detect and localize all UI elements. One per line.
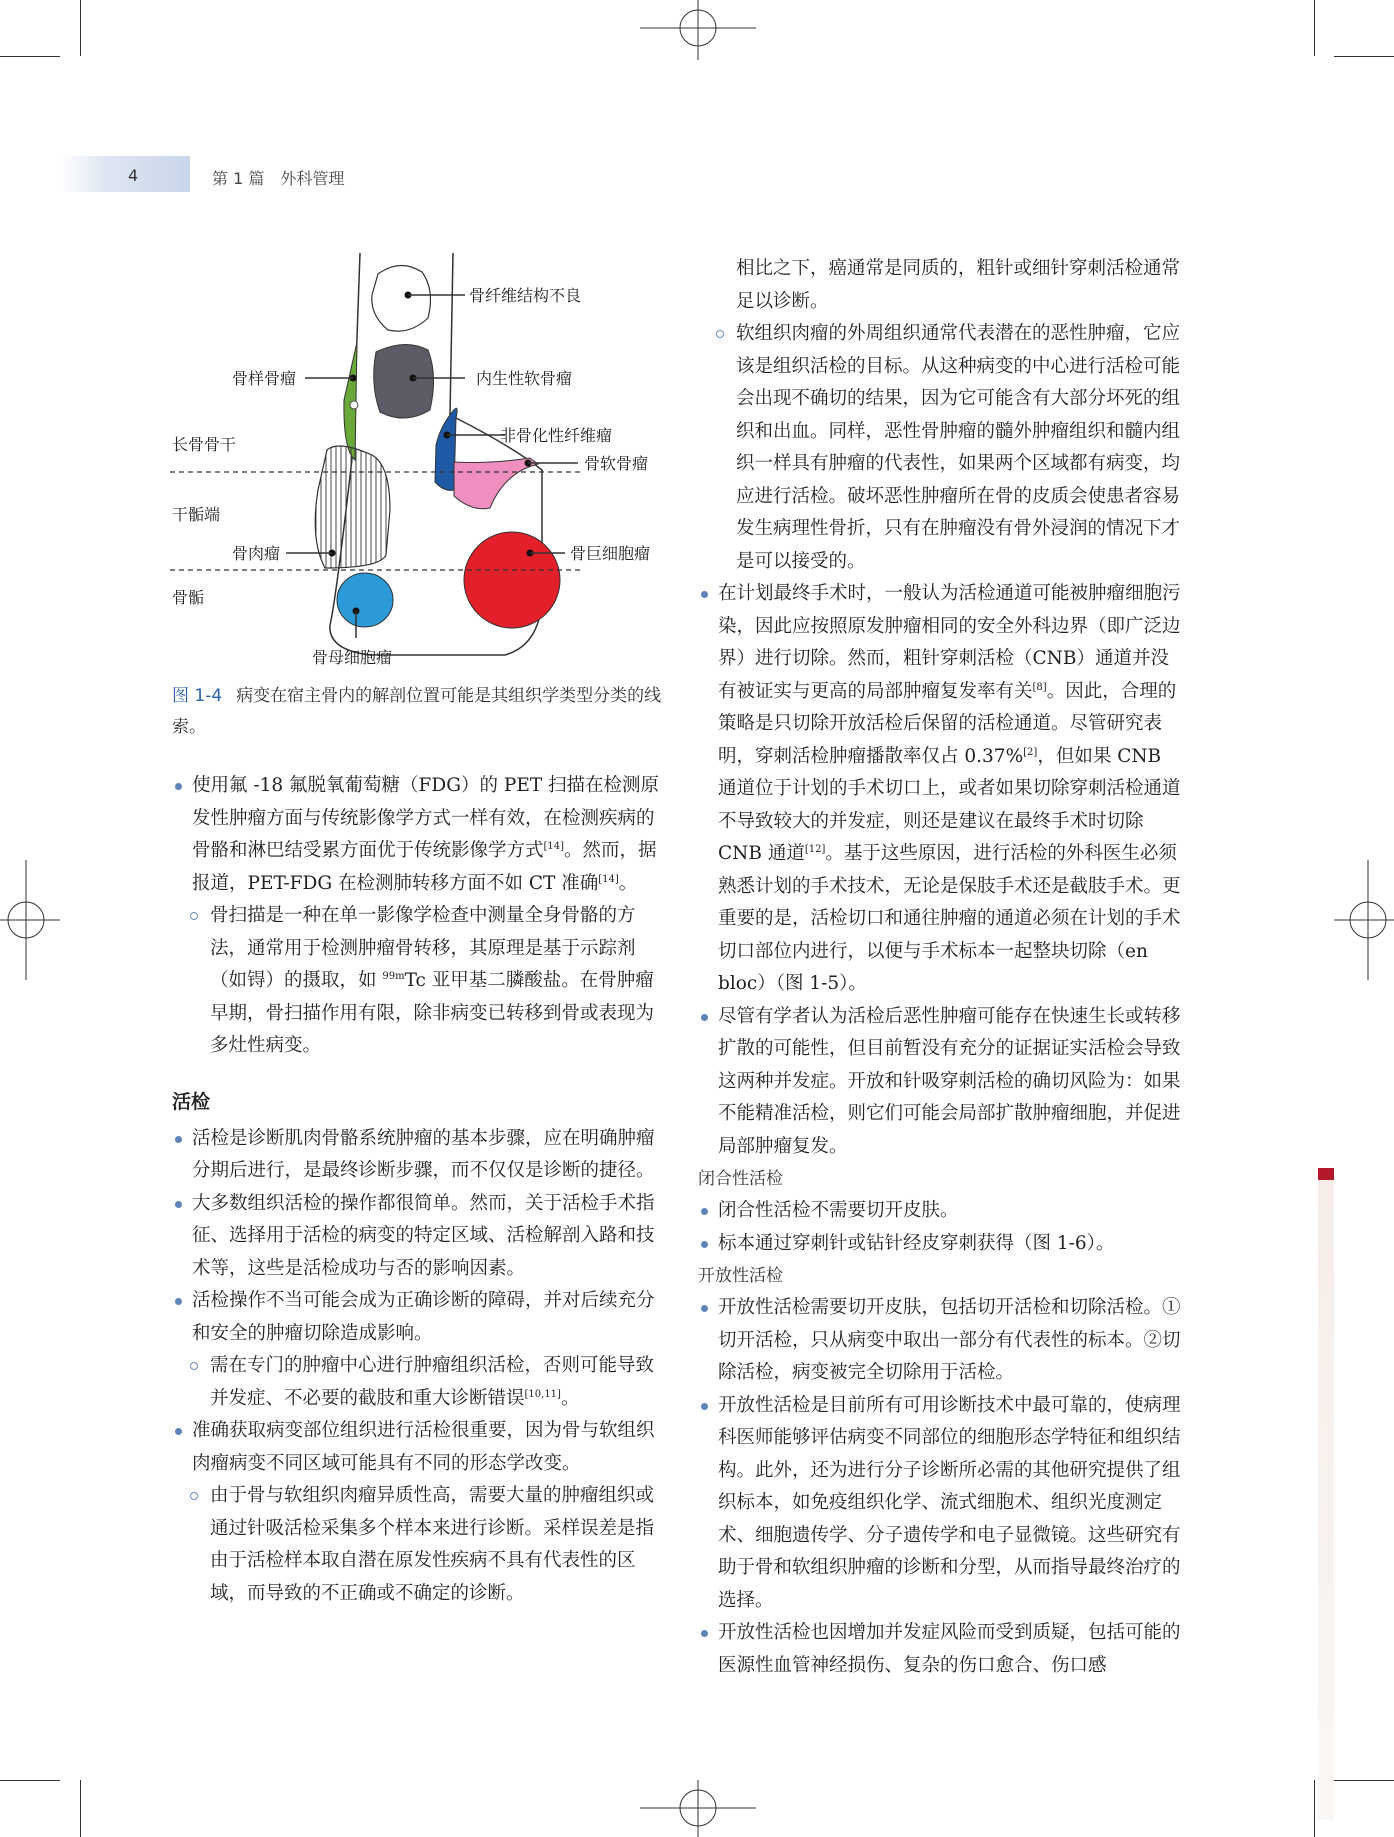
label-osteosarcoma: 骨肉瘤 xyxy=(232,544,281,563)
crop-mark xyxy=(0,56,60,57)
subheading-open-biopsy: 开放性活检 xyxy=(698,1266,783,1286)
label-diaphysis: 长骨骨干 xyxy=(172,435,237,454)
label-enchondroma: 内生性软骨瘤 xyxy=(476,369,573,388)
sub-bullet-soft-tissue-periphery: 软组织肉瘤的外周组织通常代表潜在的恶性肿瘤，它应该是组织活检的目标。从这种病变的中心进行活检可能会出现不确切的结果，因为它可能含有大部分坏死的组织和出血。同样，恶性骨肿瘤的髓外肿瘤组织和髓内组织一样具有肿瘤的代表性，如果两个区域都有病变，均应进行活检。破坏恶性肿瘤所在骨的皮质会使患者容易发生病理性骨折，只有在肿瘤没有骨外浸润的情况下才是可以接受的。 xyxy=(698,318,1184,578)
osteoid-osteoma-nidus xyxy=(350,401,358,409)
sub-bullet-bone-scan: 骨扫描是一种在单一影像学检查中测量全身骨骼的方法，通常用于检测肿瘤骨转移，其原理是基于示踪剂（如锝）的摄取，如 $^{99m}$Tc 亚甲基二膦酸盐。在骨肿瘤早期，骨扫描作用有限，除非病变已转移到骨或表现为多灶性病变。 xyxy=(172,900,662,1063)
label-osteochondroma: 骨软骨瘤 xyxy=(584,454,649,473)
continued-text: 相比之下，癌通常是同质的，粗针或细针穿刺活检通常足以诊断。 xyxy=(736,258,1181,312)
crop-mark xyxy=(1314,0,1315,56)
bullet-biopsy-factors: 大多数组织活检的操作都很简单。然而，关于活检手术指征、选择用于活检的病变的特定区域、活检解剖入路和技术等，这些是活检成功与否的影响因素。 xyxy=(172,1188,662,1286)
enchondroma-lesion xyxy=(374,344,434,418)
registration-mark-top xyxy=(640,0,756,60)
sub-bullet-heterogeneity: 由于骨与软组织肉瘤异质性高，需要大量的肿瘤组织或通过针吸活检采集多个样本来进行诊断。采样误差是指由于活检样本取自潜在原发性疾病不具有代表性的区域，而导致的不正确或不确定的诊断。 xyxy=(172,1480,662,1610)
bullet-open-complications: 开放性活检也因增加并发症风险而受到质疑，包括可能的医源性血管神经损伤、复杂的伤口愈合、伤口感 xyxy=(698,1617,1184,1682)
crop-mark xyxy=(80,0,81,56)
label-fibrous-dysplasia: 骨纤维结构不良 xyxy=(469,286,582,305)
label-chondroblastoma: 骨母细胞瘤 xyxy=(312,648,393,667)
bullet-open-reliable: 开放性活检是目前所有可用诊断技术中最可靠的，使病理科医师能够评估病变不同部位的细胞形态学特征和组织结构。此外，还为进行分子诊断所必需的其他研究提供了组织标本，如免疫组织化学、流式细胞术、组织光度测定术、细胞遗传学、分子遗传学和电子显微镜。这些研究有助于骨和软组织肿瘤的诊断和分型，从而指导最终治疗的选择。 xyxy=(698,1390,1184,1618)
osteochondroma-lesion xyxy=(454,458,538,509)
registration-mark-left xyxy=(0,860,60,980)
caption-label: 图 1-4 xyxy=(172,686,223,706)
bullet-biopsy-basic: 活检是诊断肌肉骨骼系统肿瘤的基本步骤，应在明确肿瘤分期后进行，是最终诊断步骤，而不仅仅是诊断的捷径。 xyxy=(172,1123,662,1188)
crop-mark xyxy=(0,1780,60,1781)
crop-mark xyxy=(1334,1780,1394,1781)
bullet-metastasis-risk: 尽管有学者认为活检后恶性肿瘤可能存在快速生长或转移扩散的可能性，但目前暂没有充分的证据证实活检会导致这两种并发症。开放和针吸穿刺活检的确切风险为：如果不能精准活检，则它们可能会局部扩散肿瘤细胞，并促进局部肿瘤复发。 xyxy=(698,1001,1184,1164)
chondroblastoma-lesion xyxy=(337,573,393,627)
label-epiphysis: 骨骺 xyxy=(172,588,205,607)
caption-text: 病变在宿主骨内的解剖位置可能是其组织学类型分类的线索。 xyxy=(172,686,662,737)
giant-cell-tumor-lesion xyxy=(464,532,560,628)
header-title: 第 1 篇 外科管理 xyxy=(212,169,345,188)
bullet-pet-fdg: 使用氟 -18 氟脱氧葡萄糖（FDG）的 PET 扫描在检测原发性肿瘤方面与传统影像学方式一样有效，在检测疾病的骨骼和淋巴结受累方面优于传统影像学方式[14]。然而，据报道，PET-FDG 在检测肺转移方面不如 CT 准确[14]。 xyxy=(172,770,662,900)
figure-caption xyxy=(172,681,662,743)
osteosarcoma-lesion xyxy=(315,446,390,568)
bone-diagram xyxy=(160,250,680,675)
label-osteoid-osteoma: 骨样骨瘤 xyxy=(232,369,297,388)
chapter-marker xyxy=(1318,1168,1334,1180)
label-nonossifying-fibroma: 非骨化性纤维瘤 xyxy=(500,426,613,445)
sub-bullet-tumor-center: 需在专门的肿瘤中心进行肿瘤组织活检，否则可能导致并发症、不必要的截肢和重大诊断错误[10,11]。 xyxy=(172,1350,662,1415)
crop-mark xyxy=(1334,56,1394,57)
fibrous-dysplasia-lesion xyxy=(372,265,431,331)
section-heading-biopsy: 活检 xyxy=(172,1090,211,1113)
registration-mark-bottom xyxy=(640,1780,756,1837)
label-metaphysis: 干骺端 xyxy=(172,505,221,524)
chapter-strip xyxy=(1318,1180,1334,1820)
label-giant-cell-tumor: 骨巨细胞瘤 xyxy=(570,544,651,563)
header-bar xyxy=(60,156,190,192)
bullet-closed-needle: 标本通过穿刺针或钻针经皮穿刺获得（图 1-6）。 xyxy=(698,1228,1184,1261)
crop-mark xyxy=(1314,1780,1315,1837)
subheading-closed-biopsy: 闭合性活检 xyxy=(698,1169,783,1189)
bullet-open-incision: 开放性活检需要切开皮肤，包括切开活检和切除活检。①切开活检，只从病变中取出一部分有代表性的标本。②切除活检，病变被完全切除用于活检。 xyxy=(698,1292,1184,1390)
bullet-accurate-sampling: 准确获取病变部位组织进行活检很重要，因为骨与软组织肉瘤病变不同区域可能具有不同的形态学改变。 xyxy=(172,1415,662,1480)
right-column xyxy=(698,253,1184,1682)
crop-mark xyxy=(80,1780,81,1837)
page-number: 4 xyxy=(128,166,139,185)
left-column xyxy=(172,770,662,1610)
bullet-closed-no-incision: 闭合性活检不需要切开皮肤。 xyxy=(698,1195,1184,1228)
bullet-biopsy-tract: 在计划最终手术时，一般认为活检通道可能被肿瘤细胞污染，因此应按照原发肿瘤相同的安全外科边界（即广泛边界）进行切除。然而，粗针穿刺活检（CNB）通道并没有被证实与更高的局部肿瘤复发率有关[8]。因此，合理的策略是只切除开放活检后保留的活检通道。尽管研究表明，穿刺活检肿瘤播散率仅占 0.37%[2]，但如果 CNB 通道位于计划的手术切口上，或者如果切除穿刺活检通道不导致较大的并发症，则还是建议在最终手术时切除 CNB 通道[12]。基于这些原因，进行活检的外科医生必须熟悉计划的手术技术，无论是保肢手术还是截肢手术。更重要的是，活检切口和通往肿瘤的通道必须在计划的手术切口部位内进行，以便与手术标本一起整块切除（en bloc）（图 1-5）。 xyxy=(698,578,1184,1001)
bullet-biopsy-improper: 活检操作不当可能会成为正确诊断的障碍，并对后续充分和安全的肿瘤切除造成影响。 xyxy=(172,1285,662,1350)
registration-mark-right xyxy=(1334,860,1394,980)
